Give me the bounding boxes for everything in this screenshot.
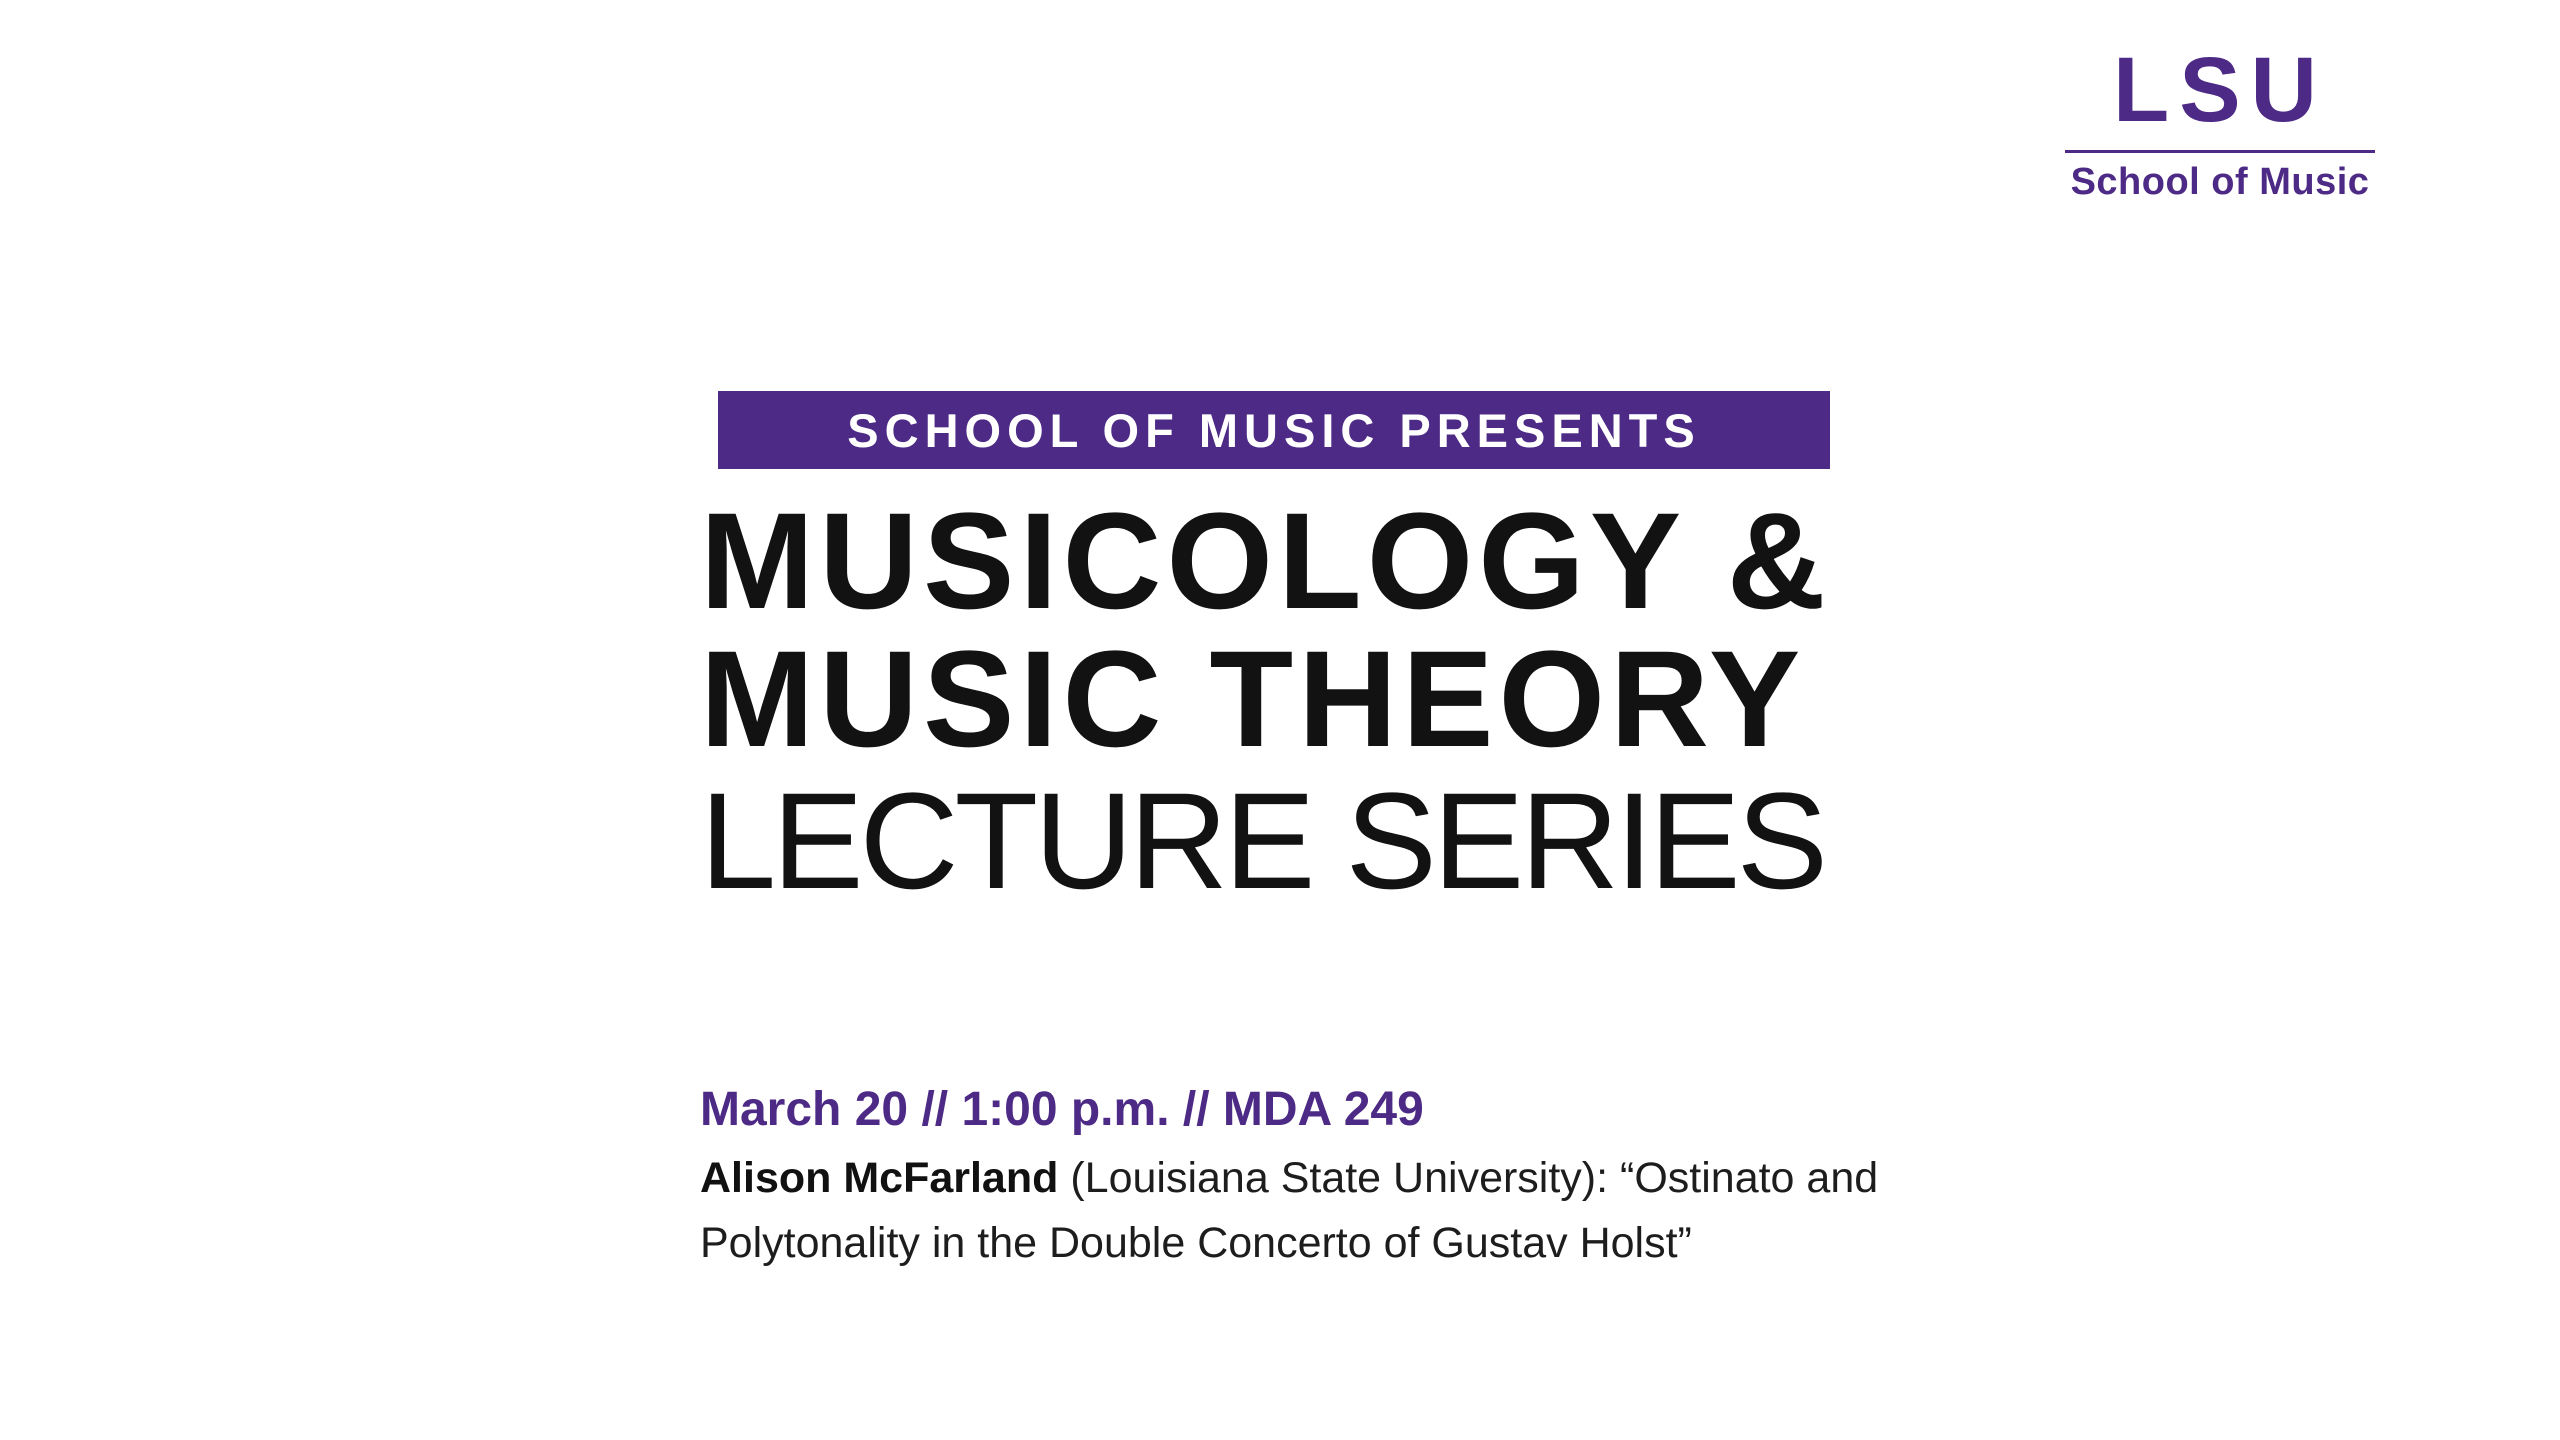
presents-banner-label: SCHOOL OF MUSIC PRESENTS (847, 403, 1701, 457)
presents-banner (718, 391, 1830, 469)
event-description (700, 1146, 2120, 1276)
lsu-logo-acronym: LSU (2113, 39, 2327, 141)
title-line-music-theory: MUSIC THEORY (700, 623, 1806, 776)
event-description-line2: Polytonality in the Double Concerto of Gustav Holst” (700, 1219, 1692, 1267)
logo-divider-line (2065, 150, 2375, 153)
event-description-line1: (Louisiana State University): “Ostinato and (1058, 1154, 1879, 1202)
logo-unit-name: School of Music (2070, 161, 2370, 203)
title-line-lecture-series: LECTURE SERIES (700, 765, 1825, 918)
event-datetime-location: March 20 // 1:00 p.m. // MDA 249 (700, 1083, 1424, 1136)
lsu-school-of-music-logo (2050, 39, 2390, 204)
title-line-musicology: MUSICOLOGY & (700, 485, 1831, 638)
speaker-name: Alison McFarland (700, 1154, 1059, 1202)
